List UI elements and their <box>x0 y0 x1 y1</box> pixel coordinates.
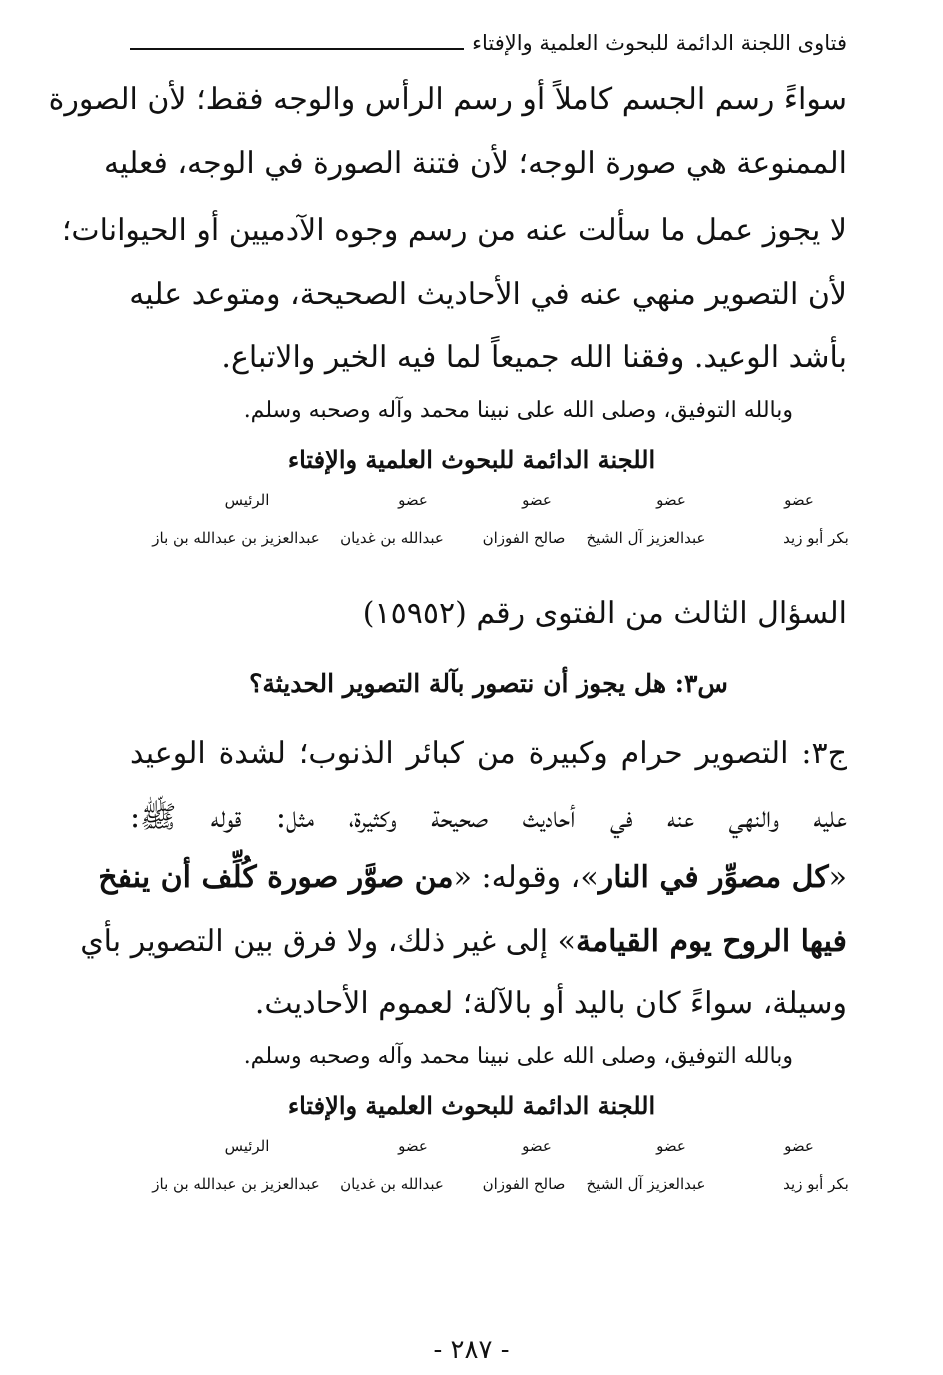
running-header <box>130 24 847 58</box>
signatory-name: صالح الفوزان <box>482 1175 566 1193</box>
fatwa2-answer-line-5: وسيلة، سواءً كان باليد أو بالآلة؛ لعموم الأحاديث. <box>254 986 847 1021</box>
signatory-role: عضو <box>398 491 428 509</box>
signatory-name: بكر أبو زيد <box>783 1175 849 1193</box>
hadith-text: فيها الروح يوم القيامة <box>576 924 847 959</box>
signatory-name: بكر أبو زيد <box>783 529 849 547</box>
hadith-text: من صوَّر صورة كُلِّف أن ينفخ <box>98 860 454 895</box>
fatwa2-answer-line-2: عليه والنهي عنه في أحاديث صحيحة وكثيرة، مثل: قوله ﷺ: <box>130 800 847 835</box>
header-title: فتاوى اللجنة الدائمة للبحوث العلمية والإفتاء <box>472 31 847 55</box>
signatory-name: عبدالعزيز آل الشيخ <box>586 529 706 547</box>
signatory-name: عبدالله بن غديان <box>340 1175 444 1193</box>
signatory-role: عضو <box>784 1137 814 1155</box>
fatwa2-names-row <box>0 1172 943 1196</box>
signatory-name: عبدالعزيز بن عبدالله بن باز <box>152 1175 320 1193</box>
signatory-role: عضو <box>522 491 552 509</box>
fatwa1-committee: اللجنة الدائمة للبحوث العلمية والإفتاء <box>287 445 656 474</box>
fatwa2-answer-line-1: ج٣: التصوير حرام وكبيرة من كبائر الذنوب؛ لشدة الوعيد <box>130 736 847 771</box>
fatwa1-closing: وبالله التوفيق، وصلى الله على نبينا محمد وآله وصحبه وسلم. <box>243 398 793 423</box>
signatory-role: عضو <box>656 1137 686 1155</box>
fatwa1-line-3: لا يجوز عمل ما سألت عنه من رسم وجوه الآدميين أو الحيوانات؛ <box>61 213 847 248</box>
signatory-role: الرئيس <box>224 1137 270 1155</box>
quote-mid: »، وقوله: « <box>453 860 599 895</box>
fatwa1-line-5: بأشد الوعيد. وفقنا الله جميعاً لما فيه الخير والاتباع. <box>221 340 847 375</box>
hadith-text: كل مصوِّر في النار <box>598 860 829 895</box>
fatwa1-roles-row <box>0 488 943 512</box>
fatwa1-line-2: الممنوعة هي صورة الوجه؛ لأن فتنة الصورة في الوجه، فعليه <box>103 146 847 181</box>
signatory-role: عضو <box>522 1137 552 1155</box>
fatwa2-heading: السؤال الثالث من الفتوى رقم (١٥٩٥٢) <box>362 596 847 631</box>
answer-text: » إلى غير ذلك، ولا فرق بين التصوير بأي <box>80 924 576 959</box>
fatwa2-answer-line-3 <box>98 846 847 910</box>
signatory-name: عبدالعزيز بن عبدالله بن باز <box>152 529 320 547</box>
signatory-name: صالح الفوزان <box>482 529 566 547</box>
fatwa1-line-4: لأن التصوير منهي عنه في الأحاديث الصحيحة، ومتوعد عليه <box>129 277 847 312</box>
page-number: - ٢٨٧ - <box>433 1335 510 1365</box>
fatwa1-line-1: سواءً رسم الجسم كاملاً أو رسم الرأس والوجه فقط؛ لأن الصورة <box>48 82 847 117</box>
fatwa2-committee: اللجنة الدائمة للبحوث العلمية والإفتاء <box>287 1091 656 1120</box>
fatwa2-closing: وبالله التوفيق، وصلى الله على نبينا محمد وآله وصحبه وسلم. <box>243 1044 793 1069</box>
signatory-role: عضو <box>656 491 686 509</box>
header-rule <box>130 48 464 50</box>
signatory-name: عبدالعزيز آل الشيخ <box>586 1175 706 1193</box>
fatwa2-question: س٣: هل يجوز أن نتصور بآلة التصوير الحديثة؟ <box>249 669 728 698</box>
signatory-name: عبدالله بن غديان <box>340 529 444 547</box>
fatwa1-names-row <box>0 526 943 550</box>
fatwa2-answer-line-4 <box>80 910 847 974</box>
signatory-role: عضو <box>784 491 814 509</box>
quote-open: « <box>828 860 847 895</box>
fatwa2-roles-row <box>0 1134 943 1158</box>
signatory-role: عضو <box>398 1137 428 1155</box>
signatory-role: الرئيس <box>224 491 270 509</box>
